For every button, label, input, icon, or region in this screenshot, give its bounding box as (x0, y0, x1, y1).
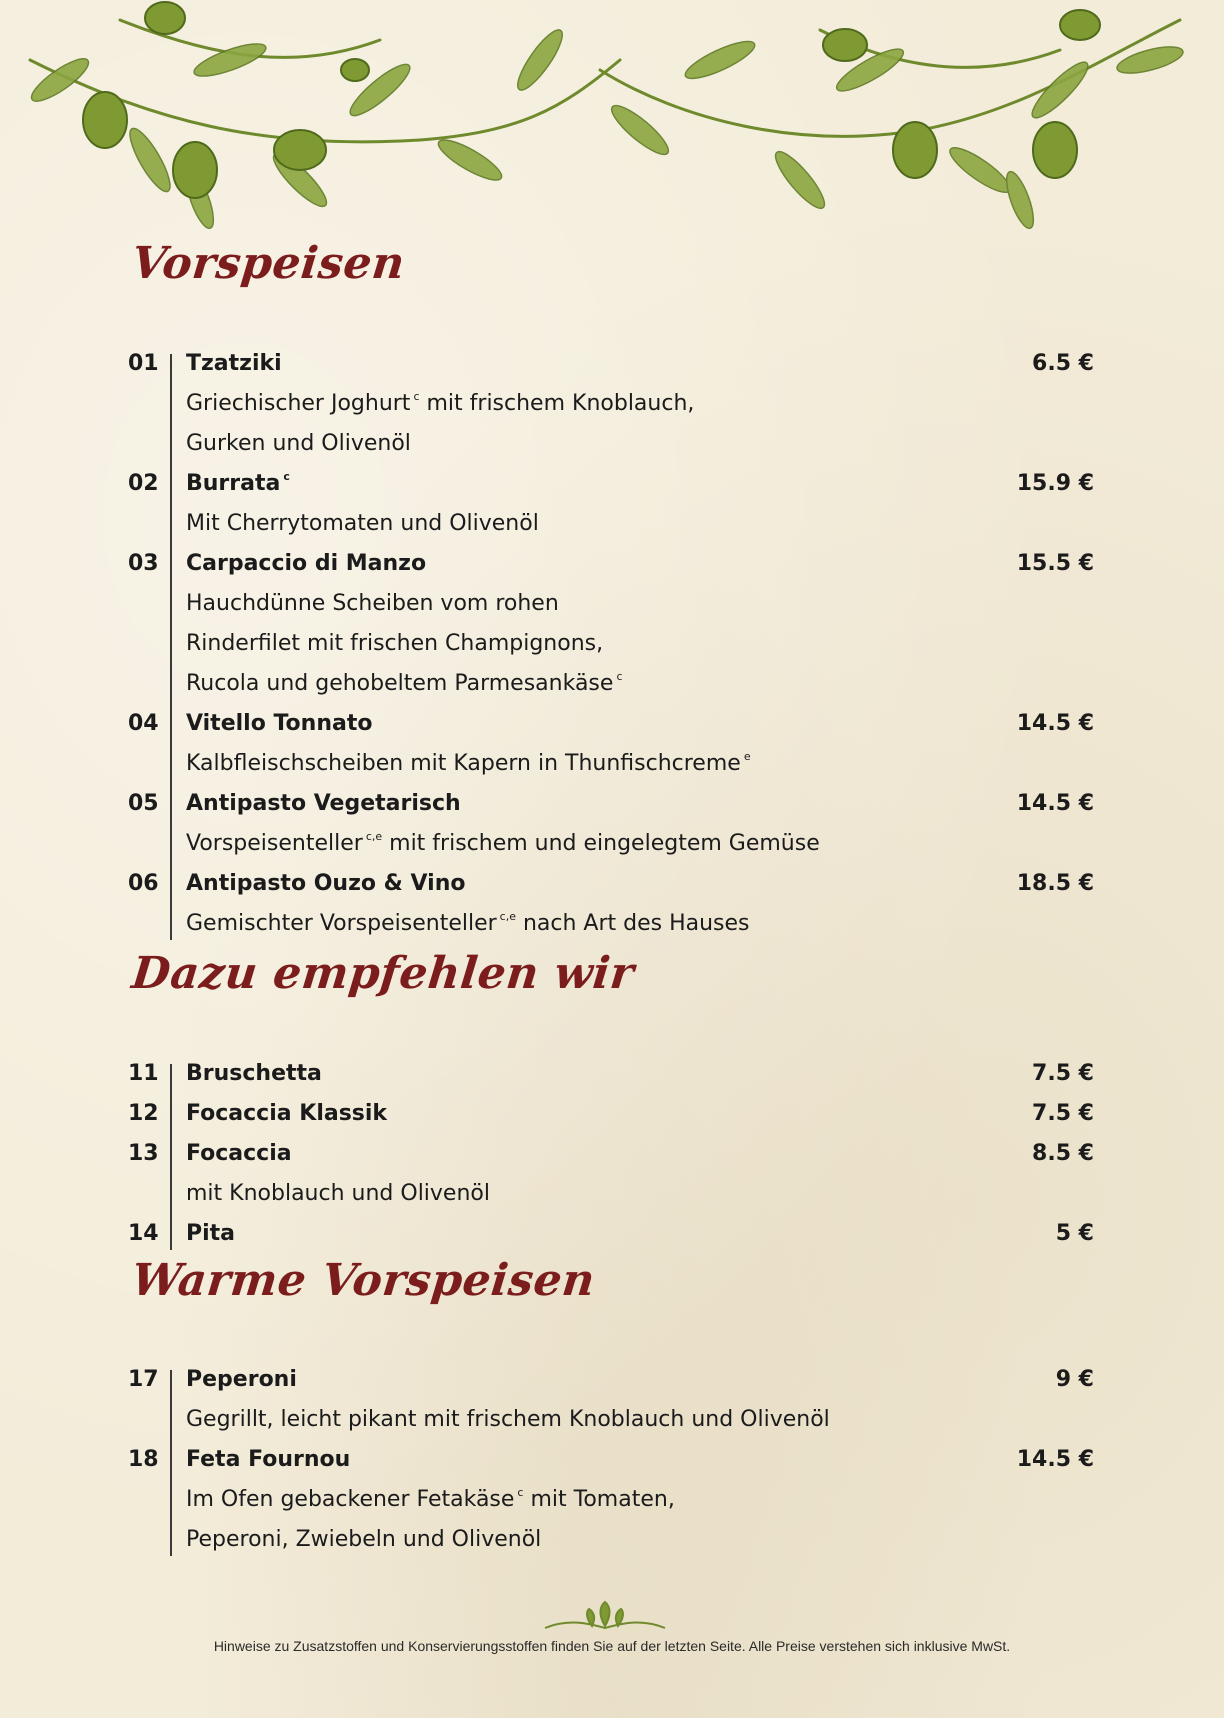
menu-item (128, 1440, 1094, 1480)
allergen-note: c (616, 670, 623, 683)
menu-item (128, 864, 1094, 904)
item-number: 11 (128, 1061, 159, 1086)
description-text: Hauchdünne Scheiben vom rohen (186, 591, 559, 616)
item-description-line (128, 1520, 1094, 1560)
item-number: 06 (128, 871, 159, 896)
item-price: 15.5 € (1016, 551, 1094, 576)
item-description (186, 584, 559, 624)
item-name-text: Antipasto Ouzo & Vino (186, 871, 466, 896)
description-text: mit Knoblauch und Olivenöl (186, 1181, 490, 1206)
description-text: Griechischer Joghurt (186, 391, 411, 416)
footer-note: Hinweise zu Zusatzstoffen und Konservierungsstoffen finden Sie auf der letzten Seite. Alle Preise verstehen sich inklusive MwSt. (213, 1638, 1011, 1654)
item-number: 03 (128, 551, 159, 576)
item-name (186, 1440, 350, 1480)
item-name-text: Tzatziki (186, 351, 282, 376)
item-description (186, 384, 694, 424)
allergen-note: c,e (499, 910, 516, 923)
menu-item (128, 784, 1094, 824)
item-number: 18 (128, 1447, 159, 1472)
allergen-note: c (283, 470, 290, 483)
flourish-ornament-icon (540, 1600, 670, 1634)
menu-item (128, 464, 1094, 504)
item-description (186, 1400, 830, 1440)
divider-line (170, 1370, 172, 1556)
item-description (186, 1174, 490, 1214)
item-name (186, 1094, 387, 1134)
menu-item (128, 544, 1094, 584)
divider-line (170, 354, 172, 940)
item-price: 14.5 € (1016, 791, 1094, 816)
item-description (186, 664, 623, 704)
item-description (186, 904, 750, 944)
item-number: 17 (128, 1367, 159, 1392)
item-description-line (128, 424, 1094, 464)
item-name (186, 1214, 235, 1254)
description-text: Rinderfilet mit frischen Champignons, (186, 631, 604, 656)
item-description-line (128, 384, 1094, 424)
description-text: Vorspeisenteller (186, 831, 363, 856)
item-description-line (128, 664, 1094, 704)
item-description (186, 1520, 541, 1560)
item-number: 05 (128, 791, 159, 816)
olive-branch-garland-icon (0, 0, 1224, 240)
item-name (186, 544, 426, 584)
section-title: Warme Vorspeisen (129, 1255, 598, 1306)
item-name-text: Carpaccio di Manzo (186, 551, 427, 576)
description-text: Rucola und gehobeltem Parmesankäse (186, 671, 614, 696)
item-name (186, 864, 465, 904)
item-number: 13 (128, 1141, 159, 1166)
description-text: Im Ofen gebackener Fetakäse (186, 1487, 515, 1512)
allergen-note: c (517, 1486, 524, 1499)
description-text: Gegrillt, leicht pikant mit frischem Knoblauch und Olivenöl (186, 1407, 830, 1432)
menu-section (128, 1360, 1094, 1560)
item-name-text: Focaccia Klassik (186, 1101, 388, 1126)
item-price: 7.5 € (1032, 1101, 1094, 1126)
description-text: Peperoni, Zwiebeln und Olivenöl (186, 1527, 542, 1552)
description-text: Gurken und Olivenöl (186, 431, 411, 456)
menu-item (128, 704, 1094, 744)
item-number: 12 (128, 1101, 159, 1126)
item-name (186, 464, 290, 504)
item-description (186, 744, 751, 784)
item-number: 04 (128, 711, 159, 736)
item-price: 7.5 € (1032, 1061, 1094, 1086)
section-title: Dazu empfehlen wir (129, 948, 637, 999)
item-description-line (128, 624, 1094, 664)
description-text: Gemischter Vorspeisenteller (186, 911, 497, 936)
item-description-line (128, 504, 1094, 544)
menu-item (128, 1360, 1094, 1400)
description-text: Kalbfleischscheiben mit Kapern in Thunfischcreme (186, 751, 741, 776)
item-description-line (128, 584, 1094, 624)
item-name (186, 704, 372, 744)
item-price: 5 € (1055, 1221, 1094, 1246)
allergen-note: c (413, 390, 420, 403)
description-text-continued: mit frischem und eingelegtem Gemüse (382, 831, 820, 856)
menu-item (128, 1054, 1094, 1094)
item-description-line (128, 824, 1094, 864)
item-description (186, 424, 411, 464)
description-text: Mit Cherrytomaten und Olivenöl (186, 511, 539, 536)
allergen-note: c,e (365, 830, 383, 843)
menu-item (128, 1134, 1094, 1174)
item-name-text: Feta Fournou (186, 1447, 351, 1472)
item-name (186, 344, 282, 384)
item-name-text: Antipasto Vegetarisch (186, 791, 461, 816)
item-number: 01 (128, 351, 159, 376)
item-name-text: Focaccia (186, 1141, 292, 1166)
description-text-continued: mit Tomaten, (523, 1487, 675, 1512)
item-number: 14 (128, 1221, 159, 1246)
item-description-line (128, 1480, 1094, 1520)
divider-line (170, 1064, 172, 1250)
menu-section (128, 344, 1094, 944)
item-name (186, 1054, 322, 1094)
description-text-continued: nach Art des Hauses (515, 911, 750, 936)
item-name-text: Peperoni (186, 1367, 297, 1392)
menu-item (128, 1094, 1094, 1134)
item-price: 14.5 € (1016, 711, 1094, 736)
item-price: 14.5 € (1016, 1447, 1094, 1472)
item-price: 18.5 € (1016, 871, 1094, 896)
description-text-continued: mit frischem Knoblauch, (419, 391, 695, 416)
item-name (186, 784, 461, 824)
item-description-line (128, 744, 1094, 784)
menu-section (128, 1054, 1094, 1254)
item-name-text: Vitello Tonnato (186, 711, 373, 736)
item-description (186, 504, 539, 544)
item-name-text: Burrata (186, 471, 281, 496)
item-name-text: Pita (186, 1221, 236, 1246)
item-price: 8.5 € (1032, 1141, 1094, 1166)
section-title: Vorspeisen (129, 238, 408, 289)
item-price: 9 € (1055, 1367, 1094, 1392)
item-description (186, 624, 603, 664)
item-description-line (128, 1400, 1094, 1440)
item-description (186, 824, 820, 864)
item-name (186, 1360, 297, 1400)
menu-item (128, 1214, 1094, 1254)
allergen-note: e (743, 750, 751, 763)
item-price: 6.5 € (1032, 351, 1094, 376)
item-description-line (128, 904, 1094, 944)
item-number: 02 (128, 471, 159, 496)
item-price: 15.9 € (1016, 471, 1094, 496)
item-description (186, 1480, 675, 1520)
item-description-line (128, 1174, 1094, 1214)
item-name-text: Bruschetta (186, 1061, 322, 1086)
menu-item (128, 344, 1094, 384)
item-name (186, 1134, 292, 1174)
